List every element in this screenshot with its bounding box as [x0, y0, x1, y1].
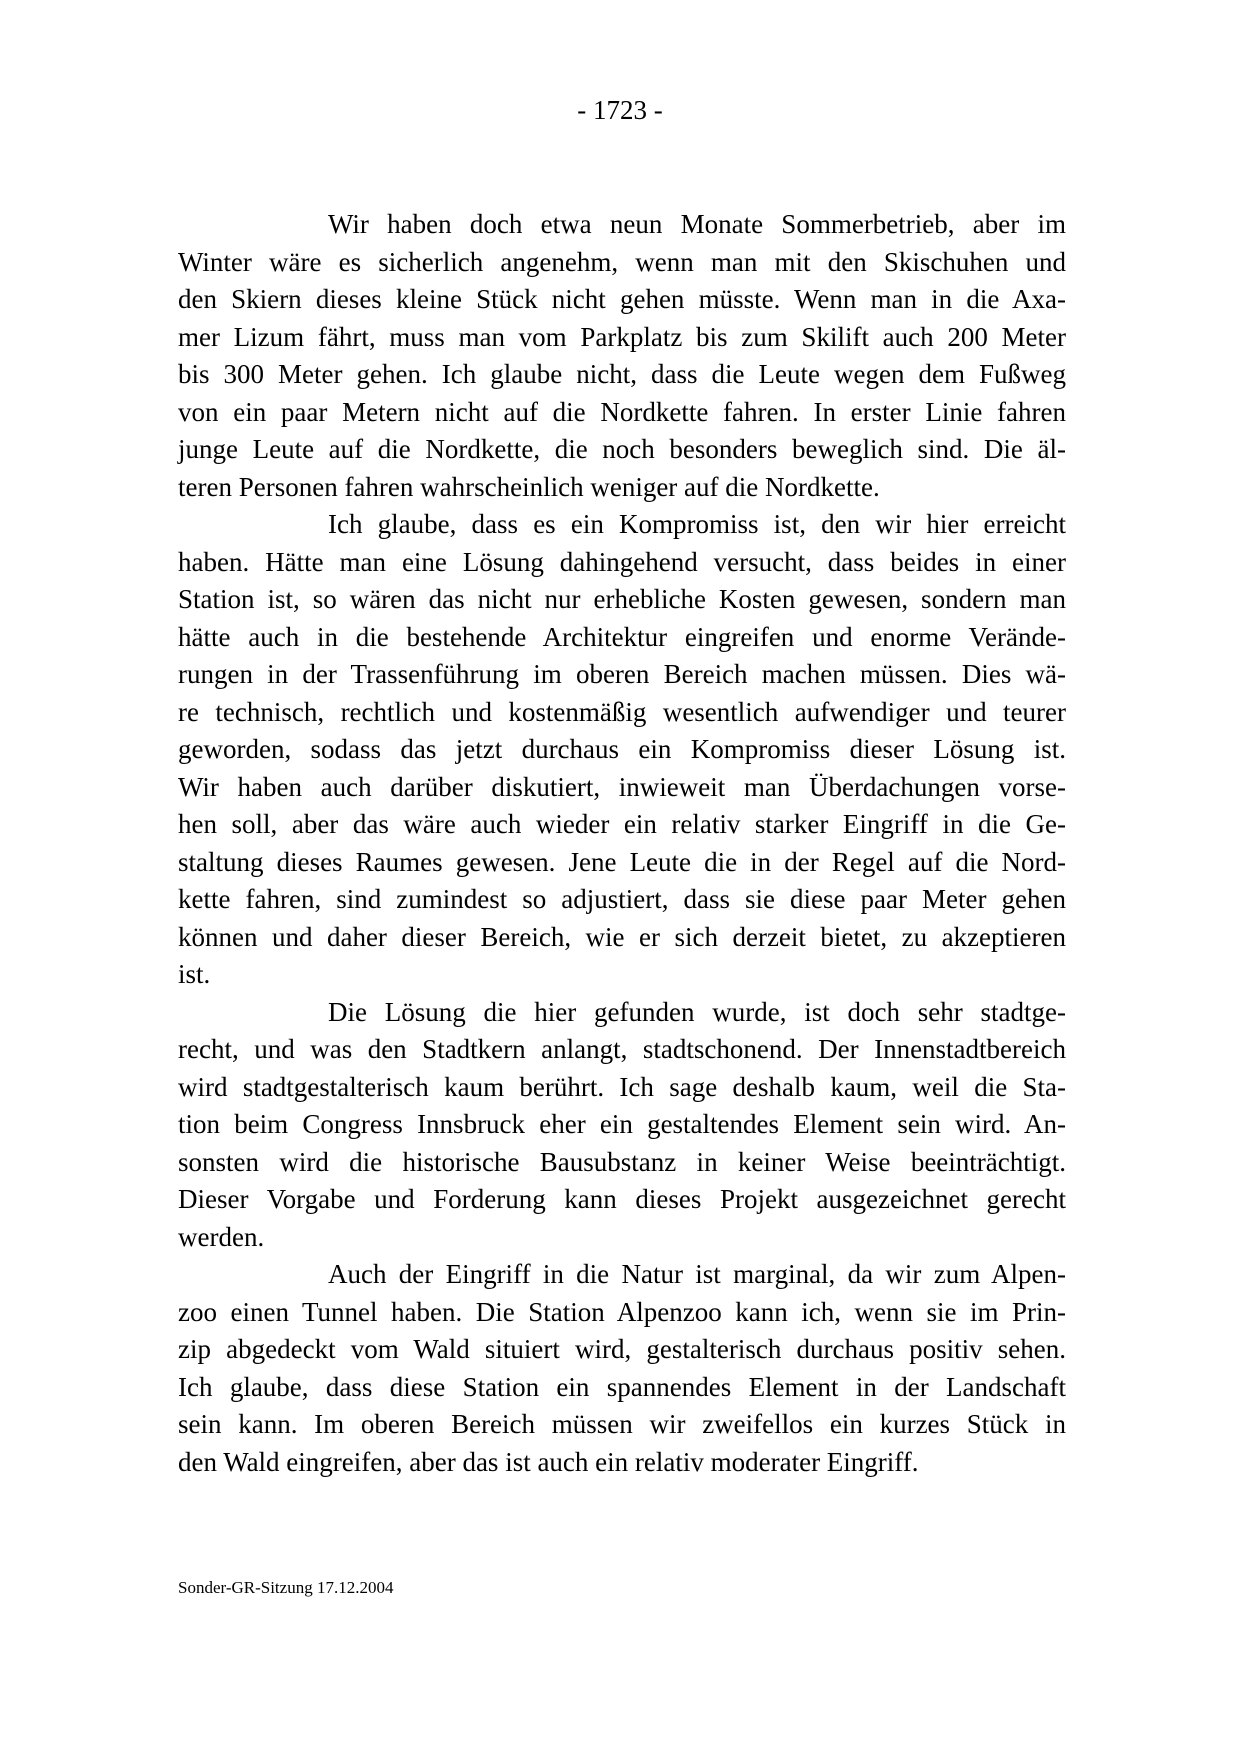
text-line: Wir haben doch etwa neun Monate Sommerbetrieb, aber im [328, 209, 1066, 239]
text-line: bis 300 Meter gehen. Ich glaube nicht, dass die Leute wegen dem Fußweg [178, 359, 1066, 389]
page-number: - 1723 - [577, 95, 663, 125]
text-line: Ich glaube, dass es ein Kompromiss ist, den wir hier erreicht [328, 509, 1066, 539]
text-line: tion beim Congress Innsbruck eher ein gestaltendes Element sein wird. An- [178, 1109, 1066, 1139]
paragraph [178, 206, 1066, 506]
footer-session-label: Sonder-GR-Sitzung 17.12.2004 [178, 1578, 394, 1597]
text-line: Auch der Eingriff in die Natur ist marginal, da wir zum Alpen- [328, 1259, 1066, 1289]
text-line: geworden, sodass das jetzt durchaus ein Kompromiss dieser Lösung ist. [178, 734, 1066, 764]
text-line: können und daher dieser Bereich, wie er sich derzeit bietet, zu akzeptieren [178, 921, 1066, 952]
text-line: sein kann. Im oberen Bereich müssen wir zweifellos ein kurzes Stück in [178, 1409, 1066, 1439]
text-line: Wir haben auch darüber diskutiert, inwieweit man Überdachungen vorse- [178, 771, 1066, 802]
text-line: Dieser Vorgabe und Forderung kann dieses Projekt ausgezeichnet gerecht [178, 1184, 1066, 1214]
text-line: junge Leute auf die Nordkette, die noch besonders beweglich sind. Die äl- [178, 434, 1066, 464]
text-line: ist. [178, 959, 211, 989]
text-line: staltung dieses Raumes gewesen. Jene Leute die in der Regel auf die Nord- [178, 846, 1066, 877]
text-line: von ein paar Metern nicht auf die Nordkette fahren. In erster Linie fahren [178, 396, 1066, 427]
text-line: den Skiern dieses kleine Stück nicht gehen müsste. Wenn man in die Axa- [178, 284, 1066, 314]
text-line: wird stadtgestalterisch kaum berührt. Ich sage deshalb kaum, weil die Sta- [178, 1071, 1066, 1102]
text-line: Ich glaube, dass diese Station ein spannendes Element in der Landschaft [178, 1371, 1066, 1402]
text-line: Die Lösung die hier gefunden wurde, ist doch sehr stadtge- [328, 996, 1066, 1027]
text-line: hen soll, aber das wäre auch wieder ein relativ starker Eingriff in die Ge- [178, 809, 1066, 839]
paragraph [178, 994, 1066, 1257]
paragraph [178, 1256, 1066, 1481]
text-line: teren Personen fahren wahrscheinlich weniger auf die Nordkette. [178, 471, 880, 502]
text-line: werden. [178, 1221, 265, 1252]
text-line: rungen in der Trassenführung im oberen Bereich machen müssen. Dies wä- [178, 659, 1066, 689]
text-line: Station ist, so wären das nicht nur erhebliche Kosten gewesen, sondern man [178, 584, 1066, 614]
paragraph [178, 506, 1066, 994]
text-line: haben. Hätte man eine Lösung dahingehend versucht, dass beides in einer [178, 546, 1066, 577]
text-line: recht, und was den Stadtkern anlangt, stadtschonend. Der Innenstadtbereich [178, 1034, 1066, 1064]
text-line: hätte auch in die bestehende Architektur eingreifen und enorme Verände- [178, 621, 1066, 652]
text-line: mer Lizum fährt, muss man vom Parkplatz bis zum Skilift auch 200 Meter [178, 321, 1066, 352]
text-line: Winter wäre es sicherlich angenehm, wenn man mit den Skischuhen und [178, 246, 1066, 277]
text-line: re technisch, rechtlich und kostenmäßig wesentlich aufwendiger und teurer [178, 696, 1066, 727]
text-line: sonsten wird die historische Bausubstanz in keiner Weise beeinträchtigt. [178, 1146, 1066, 1177]
body-text [178, 206, 1066, 1481]
text-line: zip abgedeckt vom Wald situiert wird, gestalterisch durchaus positiv sehen. [178, 1334, 1066, 1364]
text-line: den Wald eingreifen, aber das ist auch ein relativ moderater Eingriff. [178, 1446, 919, 1477]
text-line: kette fahren, sind zumindest so adjustiert, dass sie diese paar Meter gehen [178, 884, 1066, 914]
text-line: zoo einen Tunnel haben. Die Station Alpenzoo kann ich, wenn sie im Prin- [178, 1296, 1066, 1327]
